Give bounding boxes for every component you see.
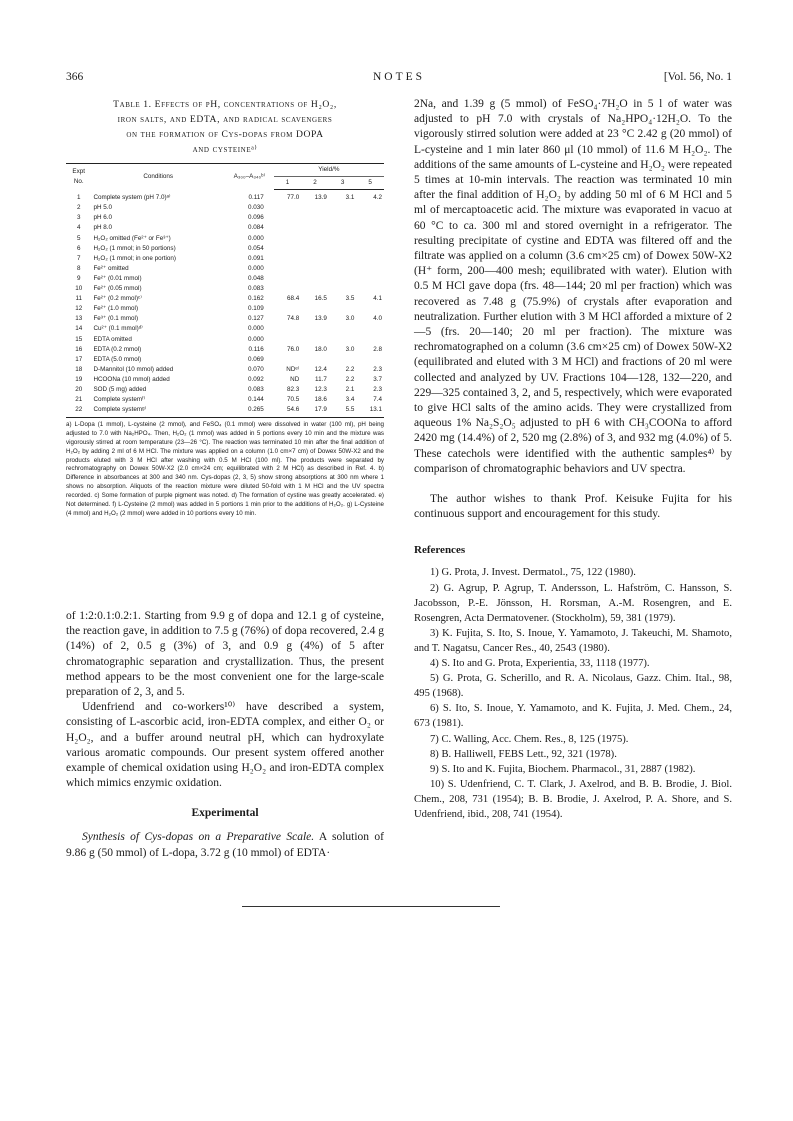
reference-item: 1) G. Prota, J. Invest. Dermatol., 75, 122 (1980). (430, 567, 636, 579)
cell-yield-3 (329, 355, 357, 365)
cell-absorbance: 0.116 (248, 345, 264, 353)
cell-yield-1 (274, 234, 302, 244)
cell-yield-1: 68.4 (287, 295, 300, 303)
cell-absorbance: 0.083 (247, 285, 264, 293)
table-footnotes: a) L-Dopa (1 mmol), L-cysteine (2 mmol), and FeSO₄ (0.1 mmol) were dissolved in water (100 ml), pH being adjusted to 7.0 with Na₂HPO₄. Then, H₂O₂ (1 mmol) was added in 5 portions every 10 min and the mixture was vigorously stirred at room temperature (23—26 °C). The reaction was terminated 10 min after the final addition of H₂O₂ by adding 2 ml of 6 M HCl. The mixture was applied on a column (1.0 cm×7 cm) of Dowex 50W-X2 and the products eluted with 3 M HCl after washing with 0.5 M HCl (100 ml). The products were separated by rechromatography on Dowex 50W-X2 (2.0 cm×24 cm; equilibrated with 2 M HCl) as described in Ref. 4. b) Difference in absorbances at 300 and 340 nm. Cys-dopas (2, 3, 5) show strong absorptions at 300 nm where 1 shows no absorption. Aliquots of the reaction mixture were diluted 50-fold with 1 M HCl and the UV spectra recorded. c) Some formation of purple pigment was noted. d) The formation of cystine was greatly accelerated. e) Not determined. f) L-Cysteine (2 mmol) was added in 5 portions 1 min prior to the additions of H₂O₂. g) L-Cysteine (4 mmol) and H₂O₂ (2 mmol) were added in 10 portions every 10 min. (66, 421, 384, 517)
table-row (66, 405, 384, 418)
cell-absorbance: 0.144 (247, 396, 264, 404)
cell-yield-3 (329, 213, 357, 223)
cell-yield-3 (329, 335, 357, 345)
cell-yield-2 (301, 264, 329, 274)
end-rule (242, 906, 500, 907)
table-title (66, 97, 384, 157)
table-title-line: iron salts, and EDTA, and radical scavengers (117, 114, 333, 125)
col-header-yield-5: 5 (356, 177, 384, 190)
table-title-line: on the formation of Cys-dopas from DOPA (126, 129, 324, 140)
cell-yield-1: 74.8 (287, 315, 300, 323)
references-heading: References (414, 544, 466, 557)
cell-yield-1 (274, 304, 302, 314)
cell-no: 7 (76, 254, 81, 262)
cell-yield-3: 3.0 (345, 345, 355, 353)
cell-yield-5 (356, 244, 384, 254)
table-row (66, 213, 384, 223)
cell-condition: EDTA (5.0 mmol) (93, 355, 142, 363)
cell-yield-2 (301, 203, 329, 213)
cell-yield-3 (329, 324, 357, 334)
cell-yield-5: 4.0 (373, 315, 382, 323)
cell-yield-2 (301, 335, 329, 345)
cell-absorbance: 0.070 (247, 365, 264, 373)
volume-label: [Vol. 56, No. 1 (663, 71, 732, 83)
col-header-conditions: Conditions (91, 164, 225, 190)
cell-yield-2 (301, 234, 329, 244)
cell-condition: Fe²⁺ omitted (93, 264, 129, 272)
col-header-yield: Yield/% (274, 164, 384, 177)
cell-yield-1: 82.3 (287, 385, 300, 393)
data-table (66, 163, 384, 418)
reference-item: 6) S. Ito, S. Inoue, Y. Yamamoto, and K. Fujita, J. Med. Chem., 24, 673 (1981). (414, 703, 732, 730)
left-column (66, 97, 384, 859)
cell-yield-2 (301, 254, 329, 264)
paragraph: 2Na, and 1.39 g (5 mmol) of FeSO₄·7H₂O in 5 l of water was adjusted to pH 7.0 with crystals of Na₂HPO₄·12H₂O. To the vigorously stirred solution were added at 23 °C 2.42 g (20 mmol) of L-cysteine and 1 min later 860 μl (10 mmol) of 11.6 M H₂O₂. The additions of the same amounts of L-cysteine and H₂O₂ were repeated 5 times at 10-min intervals. The reaction was terminated 10 min after the final addition of H₂O₂ by adding 50 ml of 6 M HCl and 5 ml of mercaptoacetic acid. The mixture was evaporated in vacuo at 60 °C to ca. 300 ml and stored overnight in a refrigerator. The resulting precipitate of cystine and EDTA was filtered off and the filtrate was applied on a column (3.6 cm×25 cm) of Dowex 50W-X2 (H⁺ form, 200—400 mesh; equilibrated with water). Elution with 0.5 M HCl gave dopa (frs. 48—144; 20 ml per fraction) which was recovered as 7.48 g (75.9%) of crystals after evaporation and neutralization. Further elution with 3 M HCl afforded a mixture of 2—5 (frs. 20—140; 20 ml per fraction). The mixture was rechromatographed on a column (3.6 cm×25 cm) of Dowex 50W-X2 (equilibrated and eluted with 3 M HCl) and fractions of 20 ml were collected and analyzed by UV. Fractions 104—128, 132—220, and 229—325 contained 3, 2, and 5, respectively, which were evaporated to give HCl salts of the amino acids. They were crystallized from aqueous 1% Na₂S₂O₅ adjusted to pH 6 with CH₃COONa to afford 2420 mg (14.4%) of 2, 520 mg (2.8%) of 3, and 932 mg (4.0%) of 5. These catechols were identified with the authentic samples⁴⁾ by comparison of chromatographic behaviors and UV spectra. (414, 98, 732, 475)
reference-item: 5) G. Prota, G. Scherillo, and R. A. Nicolaus, Gazz. Chim. Ital., 98, 495 (1968). (414, 673, 732, 700)
cell-no: 11 (75, 295, 82, 303)
cell-yield-5: 4.1 (373, 295, 382, 303)
cell-yield-2 (301, 284, 329, 294)
cell-yield-3 (329, 234, 357, 244)
cell-yield-5: 13.1 (356, 405, 384, 418)
table-row (66, 294, 384, 304)
reference-item: 9) S. Ito and K. Fujita, Biochem. Pharmacol., 31, 2887 (1982). (430, 763, 696, 775)
cell-yield-5 (356, 223, 384, 233)
cell-no: 16 (75, 345, 83, 353)
cell-absorbance: 0.000 (247, 264, 264, 272)
cell-absorbance: 0.265 (225, 405, 274, 418)
cell-absorbance: 0.000 (247, 234, 264, 242)
table-row (66, 274, 384, 284)
cell-yield-5: 3.7 (373, 375, 382, 383)
cell-yield-5: 2.3 (373, 365, 382, 373)
cell-absorbance: 0.084 (247, 224, 264, 232)
table-row (66, 234, 384, 244)
col-header-absorbance: A₃₀₀–A₃₄₀ᵇ⁾ (225, 164, 274, 190)
cell-condition: EDTA omitted (93, 335, 132, 343)
cell-yield-3 (329, 223, 357, 233)
left-body (66, 609, 384, 861)
cell-absorbance: 0.092 (247, 375, 264, 383)
cell-yield-2: 11.7 (315, 375, 327, 383)
table-row (66, 375, 384, 385)
table-row (66, 365, 384, 375)
table-row (66, 223, 384, 233)
cell-yield-2: 17.9 (301, 405, 329, 418)
cell-yield-2 (301, 324, 329, 334)
reference-item: 2) G. Agrup, P. Agrup, T. Andersson, L. Hafström, C. Hansson, S. Jacobsson, P.-E. Jönsson, H. Rorsman, A.-M. Rosengren, and E. Rosengren, Acta Dermatovener. (Stockholm), 59, 381 (1979). (414, 582, 732, 624)
cell-yield-5 (356, 234, 384, 244)
cell-absorbance: 0.069 (247, 355, 264, 363)
col-header-yield-1: 1 (274, 177, 302, 190)
cell-yield-1 (274, 254, 302, 264)
table-row (66, 284, 384, 294)
cell-absorbance: 0.162 (247, 295, 264, 303)
reference-item: 3) K. Fujita, S. Ito, S. Inoue, Y. Yamamoto, J. Takeuchi, M. Shamoto, and T. Nagatsu, Cancer Res., 40, 2543 (1980). (414, 627, 732, 654)
cell-yield-1 (274, 274, 302, 284)
cell-condition: EDTA (0.2 mmol) (93, 345, 142, 353)
cell-yield-2 (301, 304, 329, 314)
table-title-line: Table 1. Effects of pH, concentrations of H₂O₂, (113, 99, 337, 110)
cell-no: 19 (75, 375, 83, 383)
reference-item: 10) S. Udenfriend, C. T. Clark, J. Axelrod, and B. B. Brodie, J. Biol. Chem., 208, 731 (1954); B. B. Brodie, J. Axelrod, P. A. Shore, and S. Udenfriend, ibid., 208, 741 (1954). (414, 778, 732, 820)
col-header-yield-2: 2 (301, 177, 329, 190)
paragraph: Udenfriend and co-workers¹⁰⁾ have described a system, consisting of L-ascorbic acid, iron-EDTA complex, and either O₂ or H₂O₂, and a buffer around neutral pH, which can hydroxylate various aromatic compounds. Our present system offered another example of chemical oxidation using H₂O₂ and iron-EDTA complex which mimics enzymic oxidation. (66, 701, 384, 790)
cell-yield-5 (356, 264, 384, 274)
cell-no: 20 (75, 385, 83, 393)
cell-no: 21 (75, 396, 83, 404)
acknowledgement: The author wishes to thank Prof. Keisuke Fujita for his continuous support and encouragement for this study. (414, 493, 732, 521)
cell-absorbance: 0.091 (247, 254, 264, 262)
cell-condition: H₂O₂ (1 mmol; in 50 portions) (93, 244, 176, 252)
cell-absorbance: 0.054 (247, 244, 264, 252)
cell-yield-1 (274, 324, 302, 334)
cell-absorbance: 0.083 (247, 385, 264, 393)
cell-yield-1 (274, 355, 302, 365)
table-body (66, 190, 384, 418)
cell-condition: Complete system (pH 7.0)ᵃ⁾ (93, 193, 171, 201)
cell-absorbance: 0.048 (247, 274, 264, 282)
cell-no: 1 (76, 193, 81, 201)
page-number: 366 (66, 71, 84, 83)
cell-yield-1 (274, 284, 302, 294)
cell-no: 8 (76, 264, 81, 272)
table-row (66, 203, 384, 213)
cell-yield-3 (329, 264, 357, 274)
cell-yield-1: 77.0 (287, 194, 300, 202)
cell-yield-5 (356, 284, 384, 294)
cell-condition: Cu²⁺ (0.1 mmol)ᵈ⁾ (93, 325, 143, 333)
cell-yield-2 (301, 244, 329, 254)
cell-yield-5 (356, 335, 384, 345)
cell-yield-3: 2.2 (345, 375, 355, 383)
subsection-title: Synthesis of Cys-dopas on a Preparative Scale. (82, 831, 315, 844)
cell-no: 3 (76, 214, 81, 222)
cell-yield-3 (329, 244, 357, 254)
cell-condition: Fe³⁺ (0.1 mmol) (93, 315, 139, 323)
cell-yield-2 (301, 213, 329, 223)
cell-yield-5: 7.4 (373, 396, 382, 404)
page-header (66, 71, 732, 87)
cell-absorbance: 0.109 (247, 305, 264, 313)
cell-yield-3 (329, 304, 357, 314)
cell-absorbance: 0.127 (247, 315, 264, 323)
cell-yield-2: 16.5 (314, 295, 327, 303)
cell-condition: D-Mannitol (10 mmol) added (93, 365, 174, 373)
cell-condition: H₂O₂ (1 mmol; in one portion) (93, 254, 177, 262)
cell-no: 18 (75, 365, 83, 373)
cell-yield-3 (329, 254, 357, 264)
cell-condition: pH 6.0 (93, 214, 112, 222)
table-row (66, 335, 384, 345)
cell-yield-5: 4.2 (373, 194, 382, 202)
cell-condition: pH 5.0 (93, 204, 112, 212)
paragraph: of 1:2:0.1:0.2:1. Starting from 9.9 g of dopa and 12.1 g of cysteine, the reaction gave, in addition to 7.5 g (76%) of dopa recovered, 2.4 g (14%) of 2, 0.5 g (3%) of 3, and 0.9 g (4%) of 5 after chromatographic separation and crystallization. Thus, the present method appears to be the most convenient one for the large-scale preparation of 2, 3, and 5. (66, 610, 384, 699)
cell-condition: Complete systemᵍ⁾ (91, 405, 225, 418)
table-row (66, 385, 384, 395)
cell-yield-2 (301, 274, 329, 284)
cell-yield-2 (301, 355, 329, 365)
running-title: NOTES (372, 71, 426, 83)
paragraph-text: A solution of 9.86 g (50 mmol) of L-dopa, 3.72 g (10 mmol) of EDTA· (66, 831, 384, 859)
cell-condition: pH 8.0 (93, 224, 112, 232)
cell-condition: H₂O₂ omitted (Fe²⁺ or Fe³⁺) (93, 234, 171, 242)
section-heading: Experimental (191, 807, 259, 820)
cell-yield-3: 2.1 (345, 385, 355, 393)
cell-absorbance: 0.030 (247, 204, 264, 212)
cell-no: 9 (76, 274, 81, 282)
cell-yield-2: 12.4 (314, 365, 327, 373)
table-row (66, 395, 384, 405)
cell-condition: Fe²⁺ (0.05 mmol) (93, 285, 142, 293)
cell-condition: SOD (5 mg) added (93, 385, 147, 393)
cell-yield-2: 13.9 (314, 194, 327, 202)
cell-yield-1 (274, 203, 302, 213)
cell-yield-1: NDᵉ⁾ (286, 365, 300, 373)
cell-condition: Complete systemᶠ⁾ (93, 396, 146, 404)
table-row (66, 314, 384, 324)
table-title-line: and cysteineᵃ⁾ (192, 144, 258, 155)
cell-absorbance: 0.000 (247, 335, 264, 343)
cell-yield-3: 5.5 (329, 405, 357, 418)
table-row (66, 190, 384, 204)
cell-no: 2 (76, 204, 81, 212)
cell-yield-3 (329, 284, 357, 294)
cell-yield-3: 3.5 (345, 295, 355, 303)
cell-condition: Fe²⁺ (0.2 mmol)ᶜ⁾ (93, 295, 142, 303)
cell-condition: Fe²⁺ (0.01 mmol) (93, 274, 142, 282)
cell-yield-1: 76.0 (287, 345, 300, 353)
cell-absorbance: 0.117 (248, 193, 264, 201)
cell-yield-1 (274, 244, 302, 254)
table-row (66, 324, 384, 334)
col-header-yield-3: 3 (329, 177, 357, 190)
cell-yield-1: 54.6 (274, 405, 302, 418)
cell-no: 13 (75, 315, 83, 323)
col-header-no: Expt No. (66, 164, 91, 190)
table-row (66, 264, 384, 274)
cell-yield-1 (274, 264, 302, 274)
cell-absorbance: 0.000 (247, 325, 264, 333)
table-row (66, 254, 384, 264)
cell-yield-3 (329, 274, 357, 284)
cell-no: 12 (75, 305, 83, 313)
cell-yield-1 (274, 335, 302, 345)
table-row (66, 244, 384, 254)
cell-yield-5 (356, 254, 384, 264)
cell-no: 5 (76, 234, 81, 242)
cell-yield-5 (356, 213, 384, 223)
cell-yield-2: 18.6 (314, 396, 327, 404)
cell-yield-3: 3.1 (345, 194, 355, 202)
cell-no: 22 (66, 405, 91, 418)
cell-no: 6 (76, 244, 81, 252)
table-row (66, 304, 384, 314)
cell-yield-5: 2.8 (373, 345, 382, 353)
cell-yield-1 (274, 213, 302, 223)
cell-yield-2 (301, 223, 329, 233)
right-column (414, 97, 732, 822)
cell-yield-3: 3.0 (345, 315, 355, 323)
table-row (66, 345, 384, 355)
reference-item: 8) B. Halliwell, FEBS Lett., 92, 321 (1978). (430, 748, 617, 760)
reference-item: 7) C. Walling, Acc. Chem. Res., 8, 125 (1975). (430, 733, 629, 745)
cell-yield-1: 70.5 (287, 396, 300, 404)
cell-no: 14 (75, 325, 83, 333)
cell-yield-1 (274, 223, 302, 233)
cell-yield-3: 3.4 (345, 396, 355, 404)
cell-yield-2: 13.9 (314, 315, 327, 323)
paragraph (66, 830, 384, 860)
cell-condition: Fe²⁺ (1.0 mmol) (93, 305, 139, 313)
cell-no: 4 (76, 224, 81, 232)
cell-yield-5 (356, 203, 384, 213)
cell-no: 15 (75, 335, 83, 343)
cell-yield-5 (356, 355, 384, 365)
cell-yield-3: 2.2 (345, 365, 355, 373)
cell-yield-5: 2.3 (373, 385, 382, 393)
cell-yield-5 (356, 324, 384, 334)
cell-yield-3 (329, 203, 357, 213)
cell-yield-1: ND (290, 375, 300, 383)
cell-yield-5 (356, 304, 384, 314)
references-list (414, 565, 732, 822)
cell-yield-2: 12.3 (314, 385, 327, 393)
cell-condition: HCOONa (10 mmol) added (93, 375, 170, 383)
cell-yield-2: 18.0 (314, 345, 327, 353)
cell-no: 17 (75, 355, 83, 363)
reference-item: 4) S. Ito and G. Prota, Experientia, 33, 1118 (1977). (430, 658, 650, 670)
cell-absorbance: 0.096 (247, 214, 264, 222)
table-row (66, 355, 384, 365)
cell-yield-5 (356, 274, 384, 284)
cell-no: 10 (75, 285, 83, 293)
